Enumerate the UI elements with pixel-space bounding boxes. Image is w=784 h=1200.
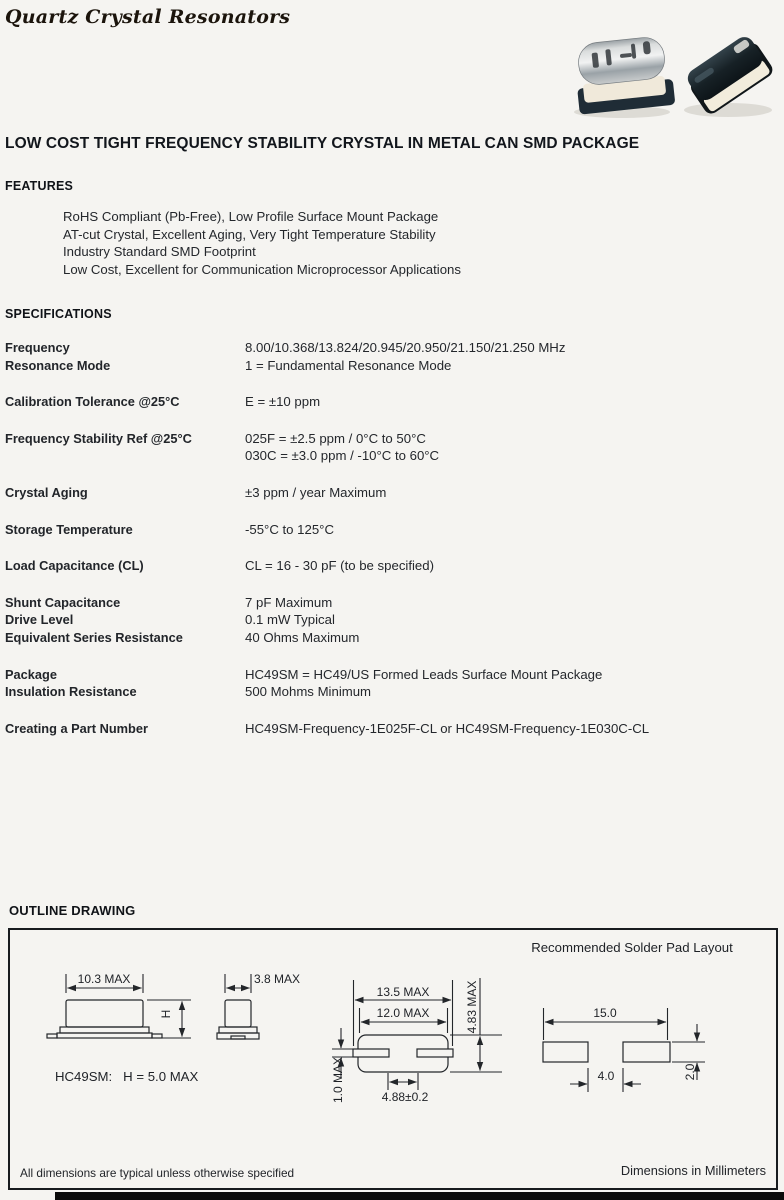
spec-value: 500 Mohms Minimum xyxy=(245,684,372,700)
dim-pad-height: 2.0 xyxy=(683,1063,697,1081)
page-title: LOW COST TIGHT FREQUENCY STABILITY CRYSTAL IN METAL CAN SMD PACKAGE xyxy=(5,135,640,152)
spec-row xyxy=(5,594,777,612)
feature-item: Industry Standard SMD Footprint xyxy=(63,244,256,260)
spec-label: Drive Level xyxy=(5,612,74,628)
spec-value: HC49SM = HC49/US Formed Leads Surface Mount Package xyxy=(245,666,603,682)
spec-label: Resonance Mode xyxy=(5,357,111,373)
spec-row xyxy=(5,629,777,647)
crystal-top-view-photo xyxy=(573,35,676,115)
solder-pad-title: Recommended Solder Pad Layout xyxy=(531,940,733,955)
spec-row xyxy=(5,430,777,448)
brand-title: Quartz Crystal Resonators xyxy=(5,6,291,28)
spec-group xyxy=(5,594,777,647)
dim-lead-thickness: 1.0 MAX xyxy=(331,1056,345,1104)
spec-label: Shunt Capacitance xyxy=(5,594,121,610)
spec-value: 0.1 mW Typical xyxy=(245,612,335,628)
spec-label: Frequency xyxy=(5,340,70,355)
spec-label: Insulation Resistance xyxy=(5,684,137,700)
spec-value: HC49SM-Frequency-1E025F-CL or HC49SM-Frequency-1E030C-CL xyxy=(245,720,650,736)
feature-item: AT-cut Crystal, Excellent Aging, Very Tight Temperature Stability xyxy=(63,226,436,242)
spec-row xyxy=(5,339,777,357)
spec-group xyxy=(5,484,777,502)
spec-row xyxy=(5,611,777,629)
spec-label: Crystal Aging xyxy=(5,484,88,500)
solder-pad-left xyxy=(543,1042,588,1062)
spec-group xyxy=(5,557,777,575)
spec-row xyxy=(5,683,777,701)
spec-label: Creating a Part Number xyxy=(5,720,148,736)
spec-group xyxy=(5,666,777,701)
end-view-drawing xyxy=(217,972,300,1039)
spec-group xyxy=(5,720,777,738)
spec-label xyxy=(5,447,245,465)
dim-bottom-body: 12.0 MAX xyxy=(376,1006,430,1020)
feature-item: RoHS Compliant (Pb-Free), Low Profile Surface Mount Package xyxy=(63,209,439,224)
outline-drawing xyxy=(10,930,776,1186)
solder-pad-right xyxy=(623,1042,670,1062)
spec-group xyxy=(5,339,777,374)
spec-row xyxy=(5,666,777,684)
spec-row xyxy=(5,484,777,502)
footnote-units: Dimensions in Millimeters xyxy=(620,1163,766,1178)
spec-value: CL = 16 - 30 pF (to be specified) xyxy=(245,558,434,574)
dim-end-width: 3.8 MAX xyxy=(254,972,301,986)
spec-row xyxy=(5,521,777,539)
spec-value: 1 = Fundamental Resonance Mode xyxy=(245,357,452,373)
dim-bottom-height: 4.83 MAX xyxy=(465,980,479,1034)
features-list xyxy=(63,208,461,278)
spec-label: Package xyxy=(5,666,57,682)
spec-label: Frequency Stability Ref @25°C xyxy=(5,430,192,446)
solder-pad-layout-drawing xyxy=(531,940,733,1092)
bottom-divider-bar xyxy=(55,1192,784,1200)
spec-label: Equivalent Series Resistance xyxy=(5,629,183,645)
bottom-view-drawing xyxy=(331,978,502,1104)
spec-value: 7 pF Maximum xyxy=(245,594,333,610)
spec-group xyxy=(5,393,777,411)
dim-bottom-outer: 13.5 MAX xyxy=(376,985,430,999)
spec-row xyxy=(5,557,777,575)
features-heading: FEATURES xyxy=(5,179,74,193)
feature-item: Low Cost, Excellent for Communication Microprocessor Applications xyxy=(63,261,461,277)
dim-lead-gap: 4.88±0.2 xyxy=(381,1090,429,1104)
spec-group xyxy=(5,430,777,465)
spec-value: -55°C to 125°C xyxy=(245,521,334,537)
spec-row xyxy=(5,393,777,411)
dim-side-height: H xyxy=(159,1009,173,1019)
specifications-heading: SPECIFICATIONS xyxy=(5,307,112,321)
spec-label: Load Capacitance (CL) xyxy=(5,558,144,574)
spec-value: 030C = ±3.0 ppm / -10°C to 60°C xyxy=(245,448,440,464)
spec-label: Calibration Tolerance @25°C xyxy=(5,394,180,410)
side-view-drawing xyxy=(47,972,198,1084)
spec-row xyxy=(5,357,777,375)
spec-value: 8.00/10.368/13.824/20.945/20.950/21.150/21.250 MHz xyxy=(245,340,566,355)
outline-drawing-box xyxy=(8,928,778,1190)
spec-group xyxy=(5,521,777,539)
spec-row xyxy=(5,720,777,738)
spec-value: ±3 ppm / year Maximum xyxy=(245,484,387,500)
spec-value: E = ±10 ppm xyxy=(245,394,321,410)
dim-pad-span: 15.0 xyxy=(593,1006,617,1020)
dim-side-width: 10.3 MAX xyxy=(77,972,131,986)
outline-drawing-heading: OUTLINE DRAWING xyxy=(9,903,136,918)
spec-row xyxy=(5,447,777,465)
footnote-dimensions-note: All dimensions are typical unless otherwise specified xyxy=(20,1166,295,1180)
side-height-note: HC49SM: H = 5.0 MAX xyxy=(55,1069,199,1084)
spec-value: 025F = ±2.5 ppm / 0°C to 50°C xyxy=(245,430,426,446)
spec-value: 40 Ohms Maximum xyxy=(245,629,360,645)
photo-shadow xyxy=(684,103,772,117)
product-photo xyxy=(570,26,784,120)
spec-label: Storage Temperature xyxy=(5,521,133,537)
specifications-table xyxy=(5,339,777,756)
dim-pad-gap: 4.0 xyxy=(597,1069,615,1083)
